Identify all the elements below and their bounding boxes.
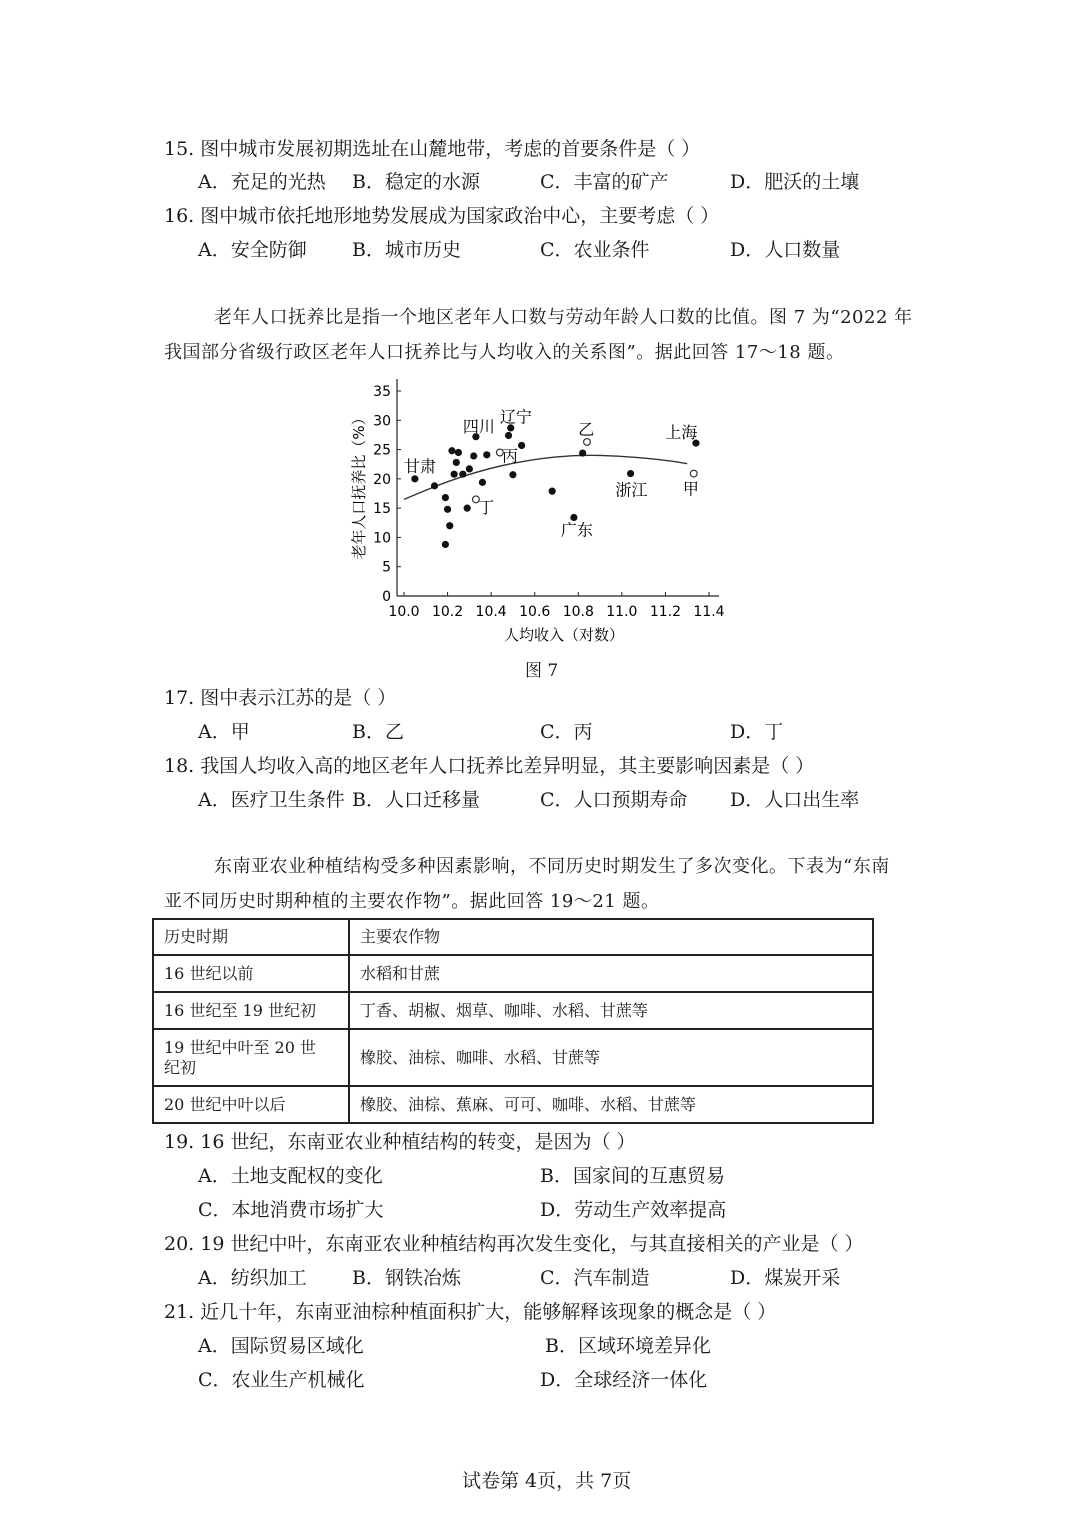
- open-data-point: [690, 470, 697, 477]
- y-axis-label: 老年人口抚养比（%）: [350, 410, 368, 560]
- x-tick-label: 11.0: [606, 604, 638, 620]
- y-tick-label: 0: [382, 589, 391, 605]
- q18-option-d: D．人口出生率: [730, 789, 860, 811]
- table-cell-period: 20 世纪中叶以后: [153, 1086, 349, 1123]
- data-point: [459, 471, 466, 478]
- table-header-row: [153, 919, 873, 955]
- q15-option-b: B．稳定的水源: [352, 171, 480, 193]
- data-point: [431, 482, 438, 489]
- data-point: [509, 471, 516, 478]
- passage1-line2: 我国部分省级行政区老年人口抚养比与人均收入的关系图”。据此回答 17～18 题。: [164, 342, 845, 363]
- point-label: 乙: [578, 419, 595, 439]
- q18-option-c: C．人口预期寿命: [540, 789, 688, 811]
- q17-option-a: A．甲: [198, 721, 250, 743]
- point-label: 丁: [478, 497, 495, 517]
- question-20: 20. 19 世纪中叶，东南亚农业种植结构再次发生变化，与其直接相关的产业是（ ）: [164, 1233, 864, 1255]
- data-point: [464, 505, 471, 512]
- point-label: 四川: [462, 417, 495, 436]
- question-21: 21. 近几十年，东南亚油棕种植面积扩大，能够解释该现象的概念是（ ）: [164, 1301, 777, 1323]
- q21-option-d: D．全球经济一体化: [540, 1369, 708, 1391]
- point-label: 甘肃: [404, 456, 437, 476]
- data-point: [442, 541, 449, 548]
- question-19: 19. 16 世纪，东南亚农业种植结构的转变，是因为（ ）: [164, 1131, 636, 1153]
- table-cell-period: 16 世纪至 19 世纪初: [153, 992, 349, 1029]
- data-point: [442, 494, 449, 501]
- y-tick-label: 20: [373, 471, 391, 488]
- q15-option-d: D．肥沃的土壤: [730, 171, 860, 193]
- question-17: 17. 图中表示江苏的是（ ）: [164, 687, 397, 709]
- table-cell-crops: 橡胶、油棕、蕉麻、可可、咖啡、水稻、甘蔗等: [349, 1086, 873, 1123]
- q16-option-d: D．人口数量: [730, 239, 841, 261]
- x-tick-label: 10.8: [562, 604, 594, 620]
- q20-option-c: C．汽车制造: [540, 1267, 650, 1289]
- data-point: [451, 471, 458, 478]
- q18-option-b: B．人口迁移量: [352, 789, 480, 811]
- table-cell-period: 19 世纪中叶至 20 世 纪初: [153, 1029, 349, 1086]
- q15-option-c: C．丰富的矿产: [540, 171, 669, 193]
- page-footer: 试卷第 4页，共 7页: [462, 1470, 632, 1492]
- q19-option-d: D．劳动生产效率提高: [540, 1199, 727, 1221]
- data-point: [444, 506, 451, 513]
- q19-option-b: B．国家间的互惠贸易: [540, 1165, 725, 1187]
- x-tick-label: 10.2: [431, 604, 464, 620]
- table-cell-crops: 丁香、胡椒、烟草、咖啡、水稻、甘蔗等: [349, 992, 873, 1029]
- table-row: [153, 1086, 873, 1123]
- x-tick-label: 10.4: [475, 604, 507, 620]
- data-point: [627, 470, 634, 477]
- q16-option-c: C．农业条件: [540, 239, 650, 261]
- passage2-line2: 亚不同历史时期种植的主要农作物”。据此回答 19～21 题。: [164, 891, 660, 912]
- table-cell-period: 16 世纪以前: [153, 955, 349, 992]
- y-tick-label: 10: [373, 530, 391, 547]
- question-18: 18. 我国人均收入高的地区老年人口抚养比差异明显，其主要影响因素是（ ）: [164, 755, 815, 777]
- table-header-period: 历史时期: [153, 919, 349, 955]
- data-point: [455, 449, 462, 456]
- data-point: [453, 459, 460, 466]
- data-point: [411, 475, 418, 482]
- q17-option-c: C．丙: [540, 721, 593, 743]
- point-label: 广东: [560, 520, 593, 540]
- q20-option-b: B．钢铁冶炼: [352, 1267, 461, 1289]
- table-cell-crops: 水稻和甘蔗: [349, 955, 873, 992]
- chart-labels: [404, 408, 699, 540]
- data-point: [505, 432, 512, 439]
- data-point: [470, 452, 477, 459]
- point-label: 辽宁: [499, 407, 532, 427]
- x-tick-label: 11.2: [649, 604, 682, 620]
- data-point: [448, 447, 455, 454]
- data-point: [466, 465, 473, 472]
- table-row: [153, 1029, 873, 1086]
- q21-option-a: A．国际贸易区域化: [198, 1335, 364, 1357]
- q18-option-a: A．医疗卫生条件: [198, 789, 345, 811]
- figure-caption: 图 7: [525, 661, 559, 681]
- table-row: [153, 992, 873, 1029]
- data-point: [549, 488, 556, 495]
- q21-option-c: C．农业生产机械化: [198, 1369, 365, 1391]
- x-tick-label: 11.4: [693, 604, 725, 620]
- data-point: [518, 442, 525, 449]
- passage2-line1: 东南亚农业种植结构受多种因素影响，不同历史时期发生了多次变化。下表为“东南: [214, 856, 890, 877]
- x-axis-label: 人均收入（对数）: [503, 626, 625, 644]
- q17-option-b: B．乙: [352, 721, 404, 743]
- chart-axes: [397, 379, 719, 596]
- question-15: 15. 图中城市发展初期选址在山麓地带，考虑的首要条件是（ ）: [164, 138, 701, 160]
- data-point: [579, 449, 586, 456]
- q16-option-b: B．城市历史: [352, 239, 461, 261]
- question-16: 16. 图中城市依托地形地势发展成为国家政治中心，主要考虑（ ）: [164, 205, 720, 227]
- passage1-line1: 老年人口抚养比是指一个地区老年人口数与劳动年龄人口数的比值。图 7 为“2022 年: [214, 307, 913, 328]
- q19-option-a: A．土地支配权的变化: [198, 1165, 383, 1187]
- y-tick-label: 30: [373, 413, 391, 430]
- point-label: 丙: [502, 446, 519, 466]
- data-point: [446, 522, 453, 529]
- q20-option-a: A．纺织加工: [198, 1267, 307, 1289]
- y-tick-label: 15: [373, 501, 391, 518]
- point-label: 上海: [665, 422, 698, 442]
- table-row: [153, 955, 873, 992]
- data-point: [483, 451, 490, 458]
- q16-option-a: A．安全防御: [198, 239, 307, 261]
- y-tick-label: 35: [373, 384, 391, 400]
- point-label: 甲: [682, 479, 699, 499]
- y-tick-label: 5: [382, 559, 391, 576]
- q21-option-b: B．区域环境差异化: [545, 1335, 711, 1357]
- open-data-point: [584, 439, 591, 446]
- x-tick-label: 10.0: [388, 604, 420, 620]
- chart-points: [411, 424, 699, 548]
- q17-option-d: D．丁: [730, 721, 784, 743]
- point-label: 浙江: [615, 480, 648, 500]
- q19-option-c: C．本地消费市场扩大: [198, 1199, 384, 1221]
- q20-option-d: D．煤炭开采: [730, 1267, 841, 1289]
- chart-ticks: [373, 384, 725, 620]
- q15-option-a: A．充足的光热: [198, 171, 326, 193]
- data-point: [479, 479, 486, 486]
- table-cell-crops: 橡胶、油棕、咖啡、水稻、甘蔗等: [349, 1029, 873, 1086]
- y-tick-label: 25: [373, 442, 391, 459]
- table-header-crops: 主要农作物: [349, 919, 873, 955]
- crops-table: [152, 918, 874, 1124]
- scatter-chart: [340, 370, 740, 650]
- x-tick-label: 10.6: [519, 604, 551, 620]
